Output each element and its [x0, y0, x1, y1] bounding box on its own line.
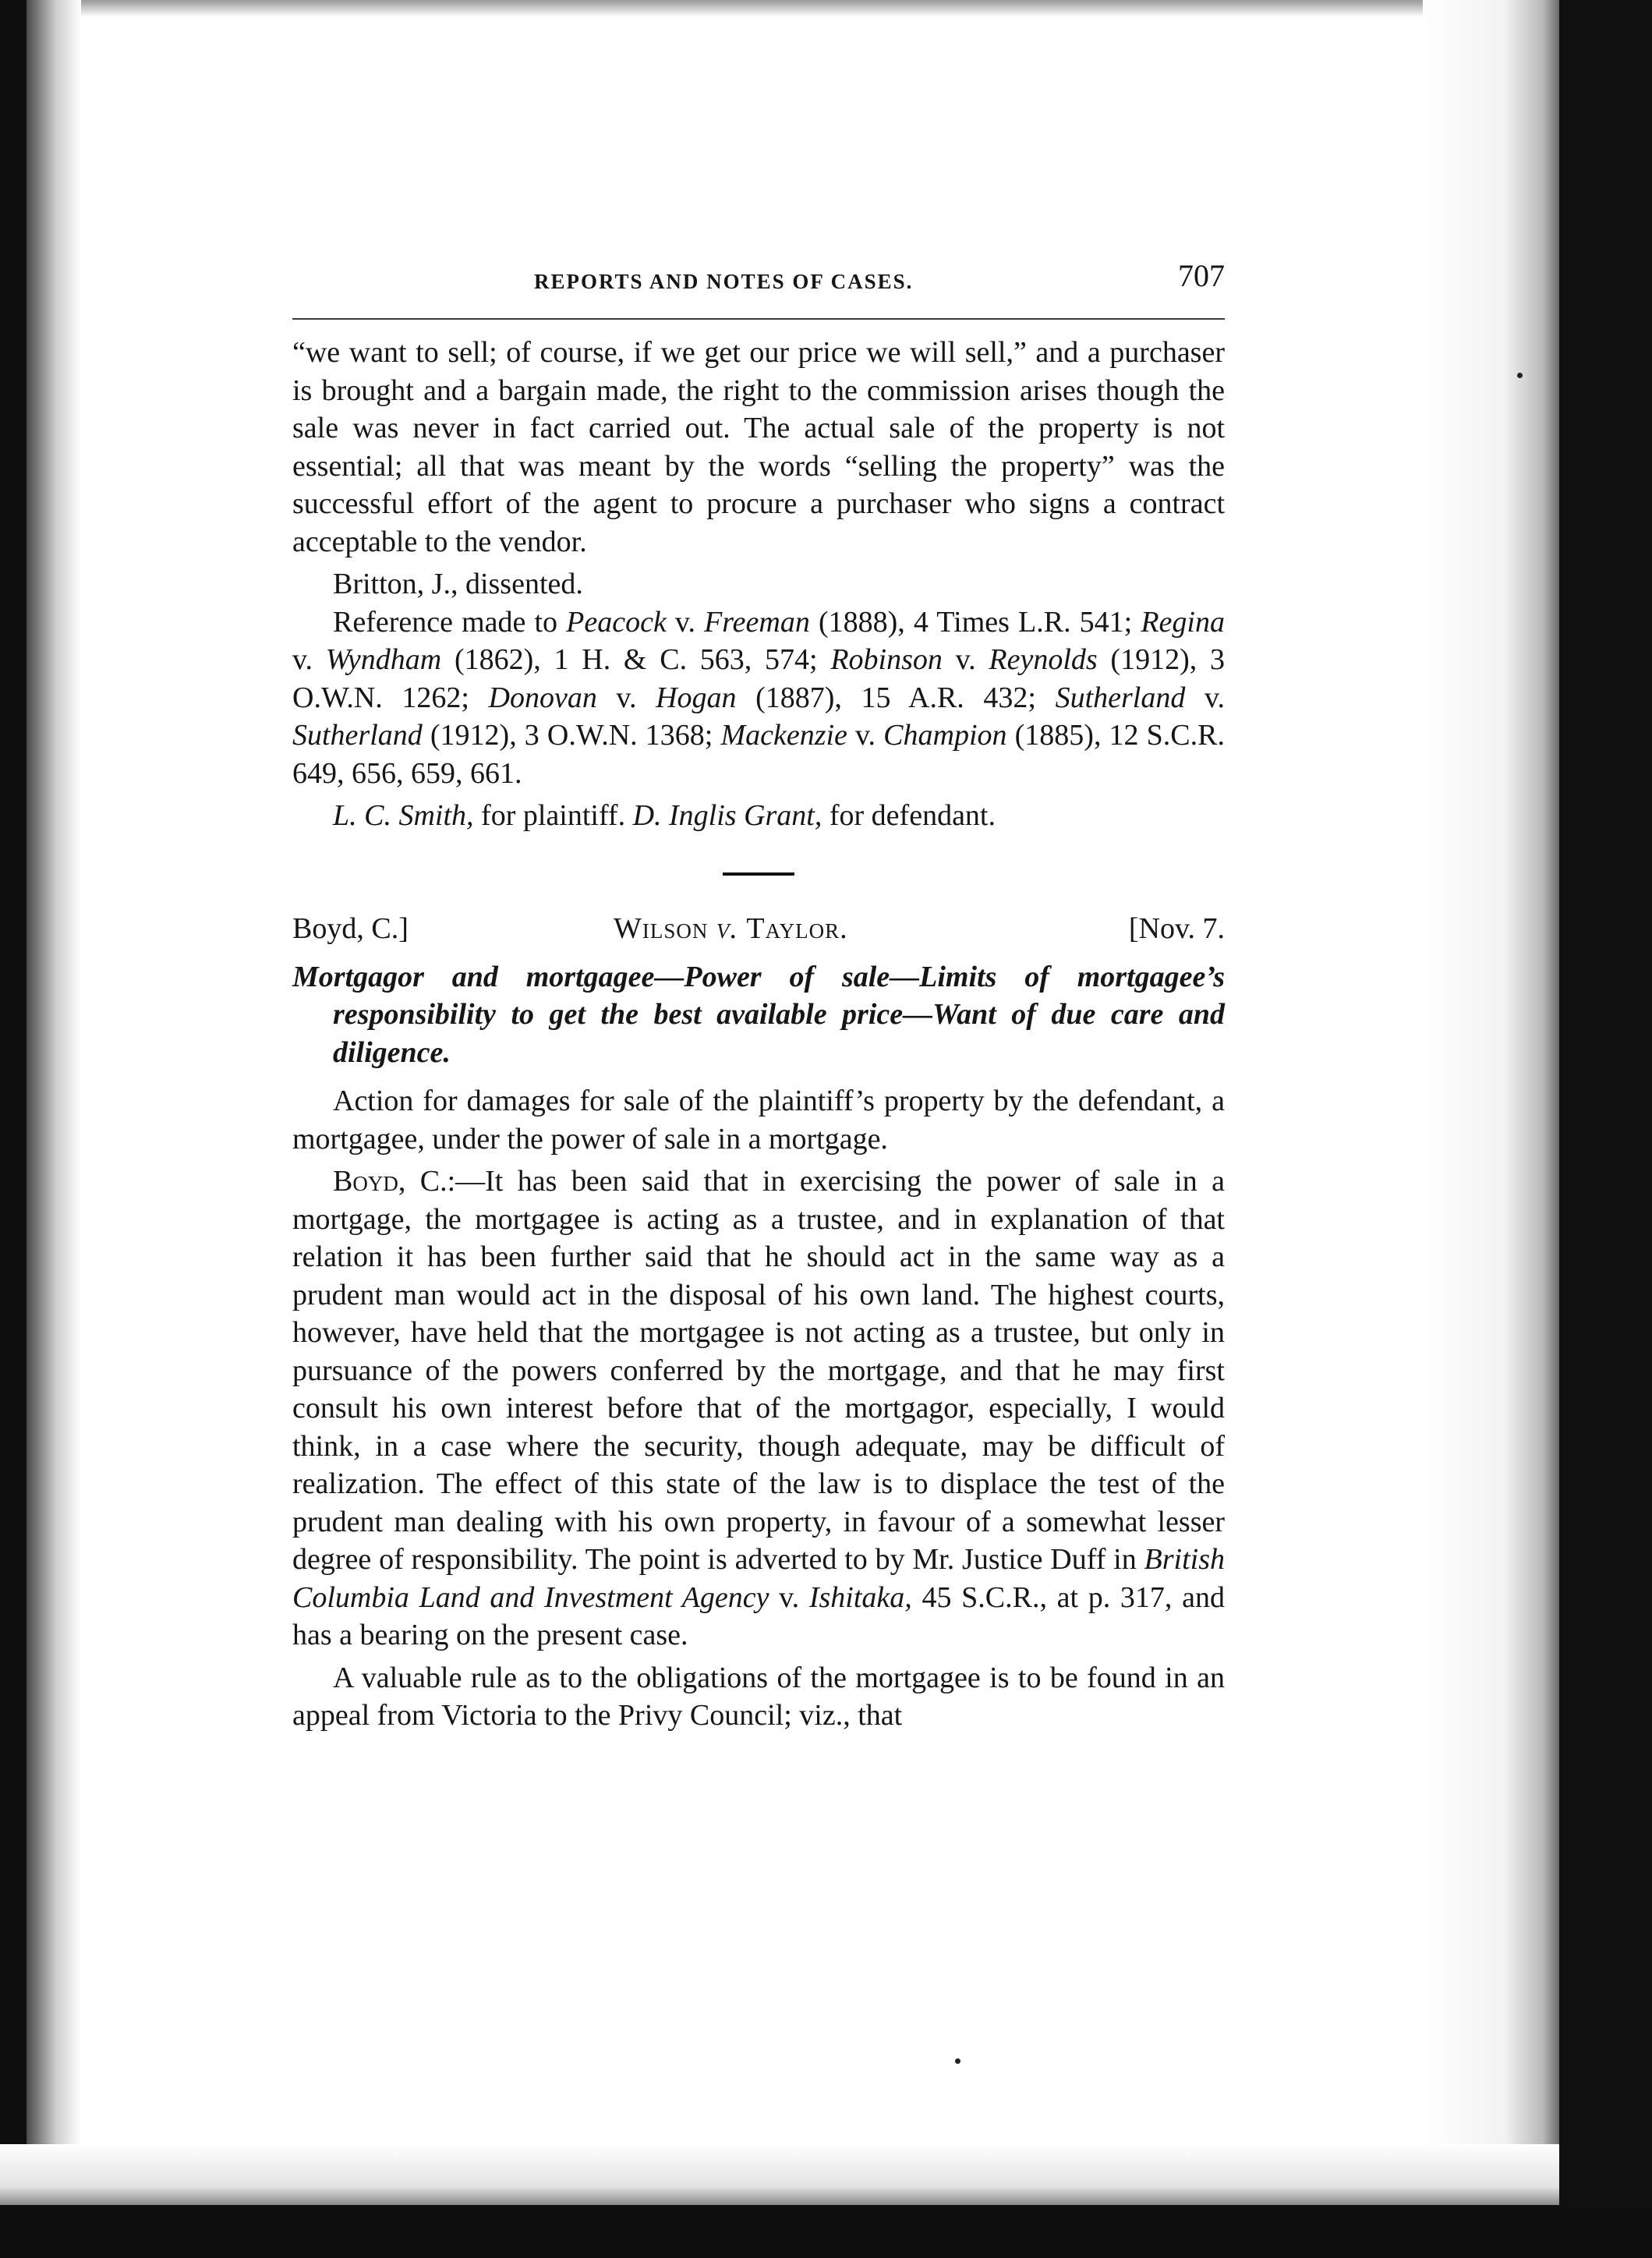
scan-speck — [955, 2058, 960, 2064]
case-name: Sutherland — [1055, 681, 1186, 714]
case-name: Ishitaka, — [808, 1580, 912, 1614]
case-versus: v. — [708, 911, 747, 945]
paragraph: A valuable rule as to the obligations of the mortgagee is to be found in an appeal from Victoria to the Privy Council; viz., that — [292, 1661, 1225, 1732]
ref-text: (1888), 4 Times L.R. 541; — [809, 605, 1141, 639]
case-party: Taylor. — [746, 911, 848, 945]
header-rule — [292, 318, 1225, 320]
case-party: Wilson — [614, 911, 709, 945]
scan-left-edge — [0, 0, 27, 2258]
judgment-paragraph — [292, 1163, 1225, 1655]
ref-text: v. — [666, 605, 705, 639]
ref-text: (1887), 15 A.R. 432; — [736, 681, 1056, 714]
case-name: Reynolds — [989, 643, 1098, 676]
ref-text: v. — [942, 643, 989, 676]
judgment-text: v. — [769, 1580, 809, 1614]
scan-left-shadow — [27, 0, 81, 2258]
case-date: [Nov. 7. — [1128, 911, 1225, 945]
page — [292, 257, 1226, 1732]
headnote: Mortgagor and mortgagee—Power of sale—Limits of mortgagee’s responsibility to get the best available price—Want of due care and diligence. — [292, 960, 1225, 1069]
ref-text: v. — [847, 719, 884, 752]
case-name: Champion — [883, 719, 1007, 752]
scan-right-edge — [1559, 0, 1652, 2258]
ref-text: v. — [292, 643, 326, 676]
counsel-line — [292, 797, 1225, 835]
scan-right-shadow — [1423, 0, 1559, 2258]
judge-name: Boyd, C. — [333, 1165, 447, 1198]
case-name: Donovan — [488, 681, 597, 714]
case-name: Peacock — [566, 605, 667, 639]
case-title — [614, 910, 848, 948]
scan-bottom-shadow — [0, 2144, 1559, 2205]
case-name: Sutherland — [292, 719, 423, 752]
case-name: Freeman — [704, 605, 810, 639]
case-name: Mackenzie — [720, 719, 847, 752]
ref-text: (1885), 12 S.C.R. 649, 656, 659, 661. — [292, 719, 1225, 790]
counsel-name: L. C. Smith, — [333, 799, 474, 832]
ref-text: v. — [596, 681, 656, 714]
section-divider — [723, 872, 794, 876]
dissent-line: Britton, J., dissented. — [333, 568, 583, 600]
counsel-name: D. Inglis Grant, — [632, 799, 822, 832]
running-head — [292, 257, 1225, 296]
ref-text: v. — [1185, 681, 1225, 714]
ref-text: (1912), 3 O.W.N. 1262; — [292, 643, 1225, 714]
counsel-text: for plaintiff. — [473, 799, 633, 832]
ref-text: Reference made to — [333, 605, 567, 639]
scan-bottom-edge — [0, 2205, 1652, 2258]
body-text — [292, 334, 1225, 1735]
page-number: 707 — [1178, 258, 1225, 293]
case-name: Regina — [1141, 605, 1225, 639]
scan-top-edge — [0, 0, 1652, 17]
case-name: Hogan — [656, 681, 737, 714]
scan-speck — [1517, 373, 1523, 378]
action-paragraph: Action for damages for sale of the plaintiff’s property by the defendant, a mortgagee, under the power of sale in a mortgage. — [292, 1085, 1225, 1156]
paragraph: “we want to sell; of course, if we get our price we will sell,” and a purchaser is brought and a bargain made, the right to the commission arises though the sale was never in fact carried out. The actual sale of the property is not essential; all that was meant by the words “selling the property” was the successful effort of the agent to procure a purchaser who signs a contract acceptable to the vendor. — [292, 336, 1225, 558]
case-name: Wyndham — [325, 643, 442, 676]
case-name: British Columbia Land and Investment Agency — [292, 1543, 1225, 1614]
ref-text: (1862), 1 H. & C. 563, 574; — [441, 643, 831, 676]
case-heading — [292, 910, 1225, 947]
references-paragraph — [292, 603, 1225, 793]
ref-text: (1912), 3 O.W.N. 1368; — [422, 719, 721, 752]
judgment-text: :—It has been said that in exercising the power of sale in a mortgage, the mortgagee is acting as a trustee, and in explanation of that relation it has been further said that he should act in the same way as a prudent man would act in the disposal of his own land. The highest courts, however, have held that the mortgagee is not acting as a trustee, but only in pursuance of the powers conferred by the mortgage, and that he may first consult his own interest before that of the mortgagor, especially, I would think, in a case where the security, though adequate, may be difficult of realization. The effect of this state of the law is to displace the test of the prudent man dealing with his own property, in favour of a somewhat lesser degree of responsibility. The point is adverted to by Mr. Justice Duff in — [292, 1165, 1226, 1576]
judgment-text: 45 S.C.R., at p. 317, and has a bearing on the present case. — [292, 1580, 1225, 1651]
counsel-text: for defendant. — [822, 799, 996, 832]
case-name: Robinson — [830, 643, 943, 676]
case-judge: Boyd, C.] — [292, 911, 409, 945]
running-head-title: REPORTS AND NOTES OF CASES. — [534, 270, 914, 293]
